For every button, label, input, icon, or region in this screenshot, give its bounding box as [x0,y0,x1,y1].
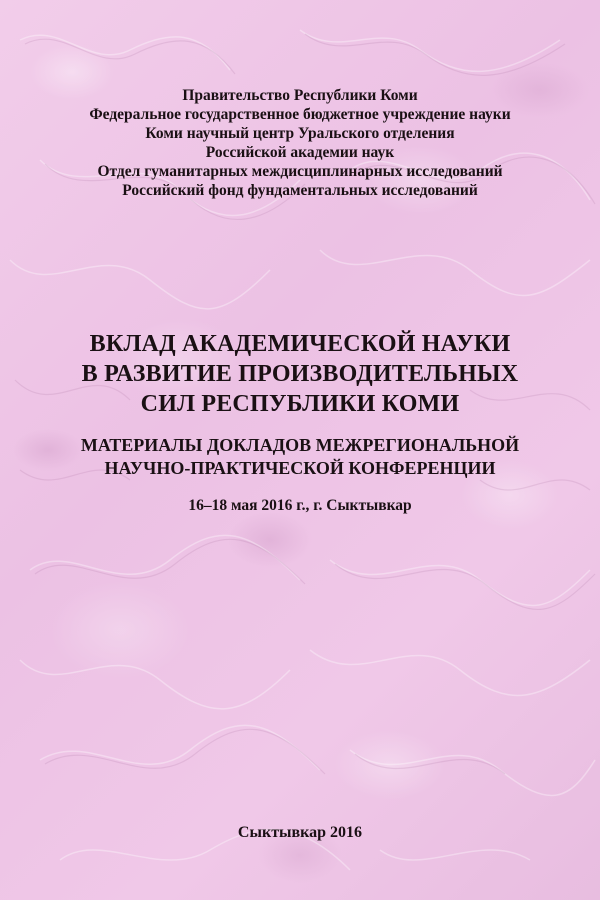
title-line: ВКЛАД АКАДЕМИЧЕСКОЙ НАУКИ [89,331,511,357]
conference-dates: 16–18 мая 2016 г., г. Сыктывкар [188,497,412,514]
publication-imprint: Сыктывкар 2016 [237,824,363,841]
organization-line: Правительство Республики Коми [182,87,418,104]
organization-line: Российский фонд фундаментальных исследований [122,182,478,199]
book-title [0,329,600,419]
subtitle-line: НАУЧНО-ПРАКТИЧЕСКОЙ КОНФЕРЕНЦИИ [104,458,496,478]
organization-line: Российской академии наук [205,144,395,161]
title-line: СИЛ РЕСПУБЛИКИ КОМИ [140,391,460,417]
organization-line: Коми научный центр Уральского отделения [145,125,455,142]
book-subtitle [0,434,600,480]
subtitle-line: МАТЕРИАЛЫ ДОКЛАДОВ МЕЖРЕГИОНАЛЬНОЙ [80,435,520,455]
publisher-organizations [0,86,600,200]
title-line: В РАЗВИТИЕ ПРОИЗВОДИТЕЛЬНЫХ [81,361,519,387]
organization-line: Отдел гуманитарных междисциплинарных исследований [97,163,503,180]
organization-line: Федеральное государственное бюджетное учреждение науки [89,106,511,123]
